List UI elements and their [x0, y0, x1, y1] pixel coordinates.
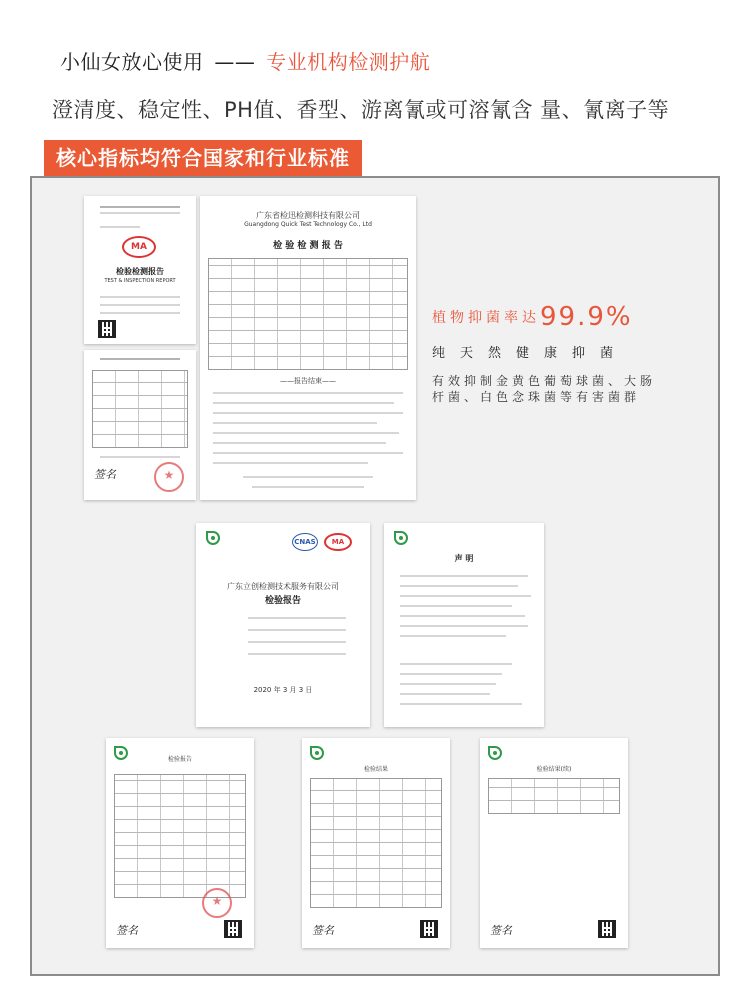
signature: 签名 [116, 924, 138, 937]
headline-accent: 专业机构检测护航 [266, 50, 431, 74]
signature: 签名 [312, 924, 334, 937]
official-stamp-icon [202, 888, 232, 918]
qr-code-icon [98, 320, 116, 338]
claim-percent: 99.9% [540, 302, 633, 332]
report-b-company: 广东省检迅检测科技有限公司 [256, 211, 360, 220]
antibacterial-claim [432, 302, 657, 405]
claim-lead: 植物抑菌率达 [432, 310, 540, 326]
report-b-notes: ——报告结束—— [280, 377, 336, 385]
report-d [384, 523, 544, 727]
reports-panel [30, 176, 720, 976]
report-a-cover [84, 196, 196, 344]
report-e [106, 738, 254, 948]
report-g-title: 检验结果(续) [536, 766, 572, 773]
company-logo-icon [310, 746, 324, 760]
company-logo-icon [206, 531, 220, 545]
report-b [200, 196, 416, 500]
official-stamp-icon [154, 462, 184, 492]
report-c [196, 523, 370, 727]
qr-code-icon [420, 920, 438, 938]
qr-code-icon [598, 920, 616, 938]
report-c-company: 广东立创检测技术服务有限公司 [227, 582, 339, 591]
report-d-title: 声 明 [454, 554, 474, 563]
page-headline [60, 46, 430, 75]
claim-detail-line2: 杆菌、白色念珠菌等有害菌群 [432, 390, 641, 404]
company-logo-icon [488, 746, 502, 760]
signature: 签名 [490, 924, 512, 937]
report-c-title: 检验报告 [264, 596, 301, 606]
report-a-title: 检验检测报告 [116, 267, 164, 276]
claim-tagline: 纯天然健康抑菌 [432, 346, 629, 361]
report-f-title: 检验结果 [363, 766, 388, 773]
standards-banner: 核心指标均符合国家和行业标准 [44, 140, 362, 176]
report-c-date: 2020 年 3 月 3 日 [253, 686, 313, 694]
report-b-company-en: Guangdong Quick Test Technology Co., Ltd [244, 221, 372, 228]
report-a-subtitle: TEST & INSPECTION REPORT [104, 278, 176, 284]
qr-code-icon [224, 920, 242, 938]
report-a-page2 [84, 350, 196, 500]
cma-mark-icon: MA [122, 236, 156, 258]
report-g [480, 738, 628, 948]
report-e-title: 检验报告 [167, 756, 192, 763]
cnas-mark-icon: CNAS [292, 533, 318, 551]
report-f [302, 738, 450, 948]
report-b-title: 检 验 检 测 报 告 [273, 241, 343, 251]
company-logo-icon [394, 531, 408, 545]
signature: 签名 [94, 468, 116, 481]
claim-detail-line1: 有效抑制金黄色葡萄球菌、大肠 [432, 374, 657, 388]
cma-mark-icon: MA [324, 533, 352, 551]
headline-dash: —— [214, 50, 256, 74]
tested-indicators: 澄清度、稳定性、PH值、香型、游离氰或可溶氰含 量、氰离子等 [52, 98, 670, 122]
headline-lead: 小仙女放心使用 [60, 50, 204, 74]
